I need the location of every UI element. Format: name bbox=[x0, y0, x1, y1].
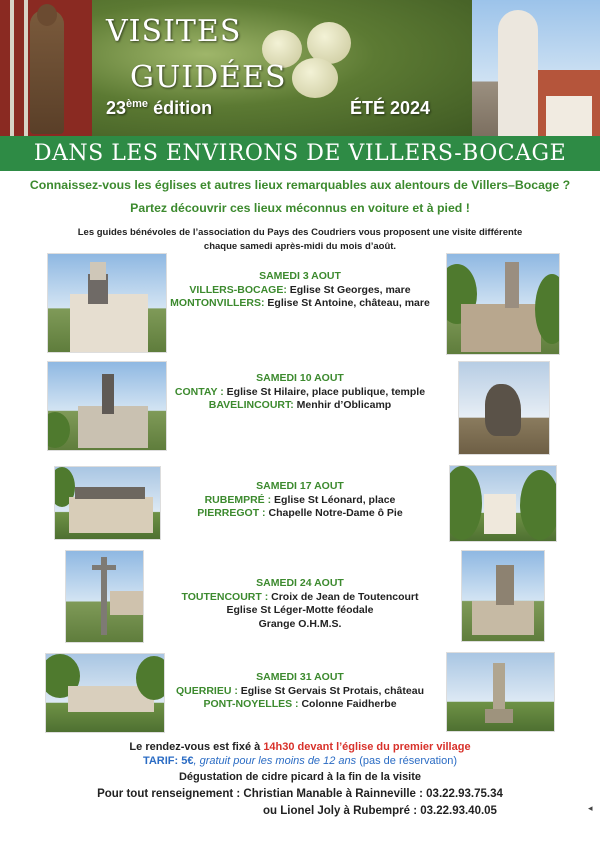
villers-bocage-church-photo bbox=[47, 253, 167, 353]
title-line-1: VISITES bbox=[106, 14, 242, 49]
tarif-info: TARIF: 5€, gratuit pour les moins de 12 ans (pas de réservation) bbox=[142, 755, 458, 767]
event-line: PONT-NOYELLES : Colonne Faidherbe bbox=[203, 698, 397, 710]
event-2024-08-24 bbox=[160, 577, 440, 631]
event-date: SAMEDI 17 AOUT bbox=[256, 480, 344, 492]
menhir-photo bbox=[458, 361, 550, 455]
event-2024-08-03 bbox=[160, 270, 440, 311]
event-line: Grange O.H.M.S. bbox=[258, 617, 342, 630]
toutencourt-cross-photo bbox=[65, 550, 144, 643]
pierregot-chapel-photo bbox=[449, 465, 557, 542]
toutencourt-church-photo bbox=[461, 550, 545, 642]
event-line: QUERRIEU : Eglise St Gervais St Protais, château bbox=[175, 684, 424, 697]
faidherbe-column-photo bbox=[446, 652, 555, 732]
event-line: TOUTENCOURT : Croix de Jean de Toutencourt bbox=[181, 590, 419, 603]
rubempre-church-photo bbox=[54, 466, 161, 540]
cidre-info: Dégustation de cidre picard à la fin de la visite bbox=[178, 771, 422, 783]
contact-line-2: ou Lionel Joly à Rubempré : 03.22.93.40.05 bbox=[263, 805, 497, 817]
event-line: RUBEMPRÉ : Eglise St Léonard, place bbox=[204, 493, 396, 506]
edition-label: 23ème édition bbox=[106, 98, 213, 118]
title-line-2: GUIDÉES bbox=[130, 60, 287, 95]
contay-church-photo bbox=[47, 361, 167, 451]
event-line: MONTONVILLERS: Eglise St Antoine, château, mare bbox=[170, 297, 430, 309]
event-date: SAMEDI 24 AOUT bbox=[256, 577, 344, 589]
corner-mark: ◂ bbox=[588, 803, 593, 813]
event-2024-08-17 bbox=[160, 480, 440, 521]
intro-description: Les guides bénévoles de l’association du Pays des Coudriers vous proposent une visite différente chaque samedi après-midi du mois d’août. bbox=[77, 227, 523, 252]
event-line: BAVELINCOURT: Menhir d’Oblicamp bbox=[208, 399, 392, 411]
event-line: CONTAY : Eglise St Hilaire, place publique, temple bbox=[174, 385, 426, 398]
event-line: Eglise St Léger-Motte féodale bbox=[226, 604, 374, 616]
contact-line-1: Pour tout renseignement : Christian Manable à Rainneville : 03.22.93.75.34 bbox=[97, 788, 503, 800]
event-line: VILLERS-BOCAGE: Eglise St Georges, mare bbox=[189, 283, 411, 296]
header-photo-strip bbox=[0, 0, 600, 136]
statue-photo bbox=[0, 0, 92, 136]
event-2024-08-10 bbox=[160, 372, 440, 413]
montonvillers-church-photo bbox=[446, 253, 560, 355]
intro-invitation: Partez découvrir ces lieux méconnus en voiture et à pied ! bbox=[130, 201, 470, 215]
event-line: PIERREGOT : Chapelle Notre-Dame ô Pie bbox=[197, 507, 403, 519]
event-date: SAMEDI 3 AOUT bbox=[259, 270, 341, 282]
event-date: SAMEDI 10 AOUT bbox=[256, 372, 344, 384]
church-tower-photo bbox=[472, 0, 600, 136]
rendezvous-info: Le rendez-vous est fixé à 14h30 devant l’église du premier village bbox=[129, 741, 471, 753]
event-date: SAMEDI 31 AOUT bbox=[256, 671, 344, 683]
intro-question: Connaissez-vous les églises et autres lieux remarquables aux alentours de Villers–Bocage ? bbox=[29, 178, 571, 192]
season-label: ÉTÉ 2024 bbox=[350, 98, 431, 118]
banner-text: DANS LES ENVIRONS DE VILLERS-BOCAGE bbox=[33, 141, 567, 166]
event-2024-08-31 bbox=[160, 671, 440, 712]
querrieu-chateau-photo bbox=[45, 653, 165, 733]
